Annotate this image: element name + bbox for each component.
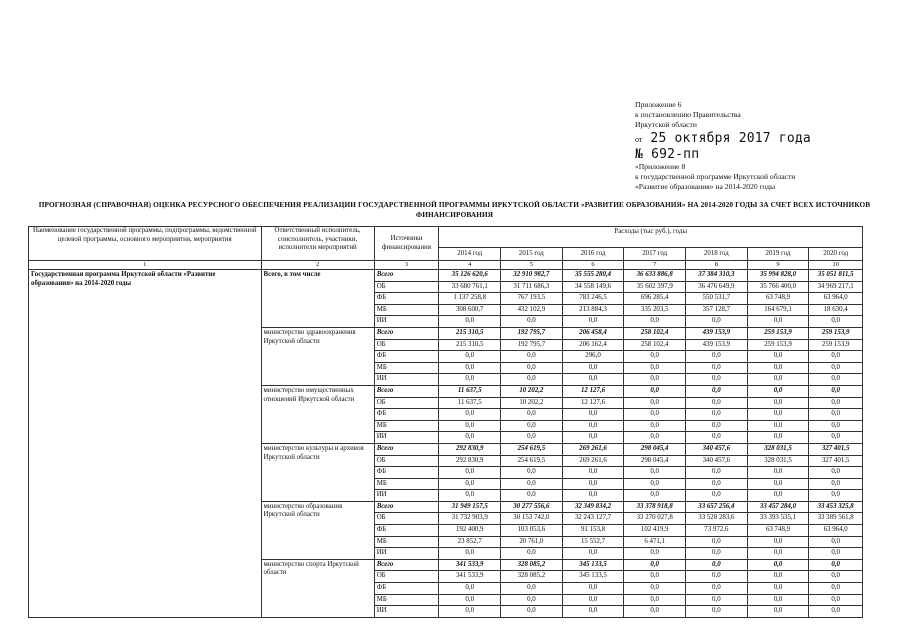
amount-cell: 11 637,5 xyxy=(439,385,501,397)
amount-cell: 254 619,5 xyxy=(501,455,563,467)
source-cell: ОБ xyxy=(374,281,439,293)
header-executor: Ответственный исполнитель, соисполнитель, участники, исполнители мероприятий xyxy=(261,227,374,261)
table-row xyxy=(29,270,863,282)
amount-cell: 0,0 xyxy=(562,583,624,595)
amount-cell: 0,0 xyxy=(747,583,809,595)
amount-cell: 0,0 xyxy=(686,316,748,328)
header-year: 2019 год xyxy=(747,248,809,261)
header-expenses: Расходы (тыс руб.), годы xyxy=(439,227,863,248)
amount-cell: 35 555 280,4 xyxy=(562,270,624,282)
executor-cell: министерство спорта Иркутской области xyxy=(261,559,374,617)
amount-cell: 0,0 xyxy=(747,571,809,583)
amount-cell: 33 657 256,4 xyxy=(686,501,748,513)
amount-cell: 0,0 xyxy=(501,583,563,595)
amount-cell: 0,0 xyxy=(562,316,624,328)
amount-cell: 34 969 217,1 xyxy=(809,281,863,293)
amount-cell: 328 085,2 xyxy=(501,571,563,583)
amount-cell: 0,0 xyxy=(562,548,624,560)
executor-cell: министерство культуры и архивов Иркутской области xyxy=(261,443,374,501)
column-number: 10 xyxy=(809,261,863,270)
column-number: 4 xyxy=(439,261,501,270)
amount-cell: 35 766 400,0 xyxy=(747,281,809,293)
amount-cell: 0,0 xyxy=(747,362,809,374)
amount-cell: 269 261,6 xyxy=(562,455,624,467)
amount-cell: 0,0 xyxy=(747,478,809,490)
amount-cell: 0,0 xyxy=(439,467,501,479)
amount-cell: 31 732 903,9 xyxy=(439,513,501,525)
amount-cell: 206 458,4 xyxy=(562,327,624,339)
source-cell: ИИ xyxy=(374,490,439,502)
amount-cell: 35 126 620,6 xyxy=(439,270,501,282)
amount-cell: 0,0 xyxy=(686,385,748,397)
amount-cell: 0,0 xyxy=(501,409,563,421)
amount-cell: 0,0 xyxy=(439,316,501,328)
amount-cell: 345 133,5 xyxy=(562,571,624,583)
resource-table xyxy=(28,226,863,618)
source-cell: ФБ xyxy=(374,293,439,305)
amount-cell: 63 964,0 xyxy=(809,525,863,537)
amount-cell: 103 053,6 xyxy=(501,525,563,537)
amount-cell: 292 830,9 xyxy=(439,443,501,455)
resolution-number xyxy=(635,147,885,162)
amount-cell: 0,0 xyxy=(439,548,501,560)
amount-cell: 35 994 828,0 xyxy=(747,270,809,282)
source-cell: ОБ xyxy=(374,455,439,467)
amount-cell: 327 401,5 xyxy=(809,455,863,467)
appendix-line: «Развитие образования» на 2014-2020 годы xyxy=(635,182,776,192)
header-year: 2014 год xyxy=(439,248,501,261)
amount-cell: 0,0 xyxy=(809,432,863,444)
amount-cell: 36 633 886,8 xyxy=(624,270,686,282)
amount-cell: 0,0 xyxy=(501,467,563,479)
date-value: 25 октября 2017 года xyxy=(650,130,811,146)
amount-cell: 0,0 xyxy=(809,385,863,397)
amount-cell: 215 310,5 xyxy=(439,327,501,339)
appendix-block xyxy=(635,100,885,192)
amount-cell: 33 528 283,6 xyxy=(686,513,748,525)
amount-cell: 308 600,7 xyxy=(439,304,501,316)
amount-cell: 20 761,0 xyxy=(501,536,563,548)
amount-cell: 0,0 xyxy=(562,432,624,444)
amount-cell: 439 153,9 xyxy=(686,327,748,339)
amount-cell: 0,0 xyxy=(809,490,863,502)
amount-cell: 0,0 xyxy=(439,374,501,386)
amount-cell: 0,0 xyxy=(686,409,748,421)
program-name-cell: Государственная программа Иркутской области «Развитие образования» на 2014-2020 годы xyxy=(29,270,262,618)
amount-cell: 30 277 556,6 xyxy=(501,501,563,513)
amount-cell: 0,0 xyxy=(686,478,748,490)
amount-cell: 0,0 xyxy=(624,571,686,583)
amount-cell: 31 949 157,5 xyxy=(439,501,501,513)
amount-cell: 0,0 xyxy=(686,594,748,606)
amount-cell: 0,0 xyxy=(686,490,748,502)
amount-cell: 0,0 xyxy=(562,420,624,432)
amount-cell: 33 453 325,8 xyxy=(809,501,863,513)
amount-cell: 33 270 027,8 xyxy=(624,513,686,525)
amount-cell: 0,0 xyxy=(439,606,501,618)
amount-cell: 0,0 xyxy=(624,478,686,490)
column-number: 3 xyxy=(374,261,439,270)
amount-cell: 767 193,5 xyxy=(501,293,563,305)
source-cell: Всего xyxy=(374,270,439,282)
amount-cell: 0,0 xyxy=(624,490,686,502)
number-prefix: № xyxy=(635,146,644,162)
amount-cell: 0,0 xyxy=(747,420,809,432)
amount-cell: 341 533,9 xyxy=(439,571,501,583)
source-cell: Всего xyxy=(374,327,439,339)
appendix-line: Иркутской области xyxy=(635,120,697,130)
amount-cell: 298 045,4 xyxy=(624,455,686,467)
appendix-line: Приложение 6 xyxy=(635,100,682,109)
amount-cell: 33 680 761,1 xyxy=(439,281,501,293)
amount-cell: 259 153,9 xyxy=(809,327,863,339)
amount-cell: 63 748,9 xyxy=(747,293,809,305)
amount-cell: 192 795,7 xyxy=(501,339,563,351)
amount-cell: 0,0 xyxy=(747,536,809,548)
amount-cell: 0,0 xyxy=(624,409,686,421)
amount-cell: 12 127,6 xyxy=(562,397,624,409)
date-prefix: от xyxy=(635,134,643,144)
amount-cell: 0,0 xyxy=(747,490,809,502)
amount-cell: 0,0 xyxy=(624,432,686,444)
amount-cell: 0,0 xyxy=(624,420,686,432)
source-cell: МБ xyxy=(374,478,439,490)
amount-cell: 0,0 xyxy=(809,536,863,548)
amount-cell: 0,0 xyxy=(686,420,748,432)
amount-cell: 0,0 xyxy=(501,362,563,374)
amount-cell: 0,0 xyxy=(562,490,624,502)
amount-cell: 192 795,7 xyxy=(501,327,563,339)
amount-cell: 1 137 258,8 xyxy=(439,293,501,305)
column-number: 1 xyxy=(29,261,262,270)
amount-cell: 0,0 xyxy=(501,478,563,490)
amount-cell: 30 153 742,0 xyxy=(501,513,563,525)
document-title: ПРОГНОЗНАЯ (СПРАВОЧНАЯ) ОЦЕНКА РЕСУРСНОГО ОБЕСПЕЧЕНИЯ РЕАЛИЗАЦИИ ГОСУДАРСТВЕННОЙ ПРОГРАММЫ ИРКУТСКОЙ ОБЛАСТИ «РАЗВИТИЕ ОБРАЗОВАНИЯ» НА 2014-2020 ГОДЫ ЗА СЧЕТ ВСЕХ ИСТОЧНИКОВ ФИНАНСИРОВАНИЯ xyxy=(38,200,871,219)
amount-cell: 0,0 xyxy=(624,385,686,397)
amount-cell: 15 552,7 xyxy=(562,536,624,548)
amount-cell: 0,0 xyxy=(624,559,686,571)
amount-cell: 0,0 xyxy=(624,316,686,328)
amount-cell: 0,0 xyxy=(439,362,501,374)
amount-cell: 0,0 xyxy=(686,432,748,444)
amount-cell: 259 153,9 xyxy=(809,339,863,351)
amount-cell: 0,0 xyxy=(809,583,863,595)
amount-cell: 0,0 xyxy=(747,559,809,571)
amount-cell: 0,0 xyxy=(747,467,809,479)
amount-cell: 0,0 xyxy=(809,571,863,583)
amount-cell: 34 558 149,6 xyxy=(562,281,624,293)
amount-cell: 0,0 xyxy=(686,467,748,479)
column-number: 6 xyxy=(562,261,624,270)
amount-cell: 0,0 xyxy=(562,374,624,386)
amount-cell: 11 637,5 xyxy=(439,397,501,409)
amount-cell: 35 602 397,9 xyxy=(624,281,686,293)
amount-cell: 0,0 xyxy=(809,397,863,409)
column-number: 8 xyxy=(686,261,748,270)
source-cell: МБ xyxy=(374,304,439,316)
amount-cell: 0,0 xyxy=(439,478,501,490)
column-number: 5 xyxy=(501,261,563,270)
source-cell: ФБ xyxy=(374,467,439,479)
source-cell: ФБ xyxy=(374,351,439,363)
amount-cell: 269 261,6 xyxy=(562,443,624,455)
amount-cell: 23 852,7 xyxy=(439,536,501,548)
amount-cell: 0,0 xyxy=(747,397,809,409)
source-cell: ОБ xyxy=(374,397,439,409)
amount-cell: 327 401,5 xyxy=(809,443,863,455)
source-cell: ИИ xyxy=(374,432,439,444)
amount-cell: 0,0 xyxy=(809,559,863,571)
amount-cell: 0,0 xyxy=(686,571,748,583)
source-cell: ОБ xyxy=(374,339,439,351)
executor-cell: министерство имущественных отношений Иркутской области xyxy=(261,385,374,443)
amount-cell: 0,0 xyxy=(624,397,686,409)
amount-cell: 0,0 xyxy=(624,374,686,386)
amount-cell: 0,0 xyxy=(562,478,624,490)
header-year: 2017 год xyxy=(624,248,686,261)
amount-cell: 0,0 xyxy=(501,548,563,560)
amount-cell: 6 471,1 xyxy=(624,536,686,548)
amount-cell: 0,0 xyxy=(747,606,809,618)
amount-cell: 0,0 xyxy=(562,467,624,479)
amount-cell: 0,0 xyxy=(809,362,863,374)
amount-cell: 0,0 xyxy=(501,490,563,502)
amount-cell: 0,0 xyxy=(686,374,748,386)
amount-cell: 33 393 535,1 xyxy=(747,513,809,525)
amount-cell: 0,0 xyxy=(809,409,863,421)
amount-cell: 432 102,9 xyxy=(501,304,563,316)
amount-cell: 340 457,6 xyxy=(686,455,748,467)
amount-cell: 0,0 xyxy=(686,397,748,409)
amount-cell: 0,0 xyxy=(747,385,809,397)
amount-cell: 0,0 xyxy=(747,316,809,328)
appendix-line: «Приложение 8 xyxy=(635,161,686,171)
source-cell: Всего xyxy=(374,559,439,571)
amount-cell: 0,0 xyxy=(439,490,501,502)
amount-cell: 0,0 xyxy=(439,594,501,606)
amount-cell: 0,0 xyxy=(809,467,863,479)
amount-cell: 91 153,8 xyxy=(562,525,624,537)
amount-cell: 31 711 686,3 xyxy=(501,281,563,293)
amount-cell: 340 457,6 xyxy=(686,443,748,455)
amount-cell: 345 133,5 xyxy=(562,559,624,571)
header-year: 2018 год xyxy=(686,248,748,261)
amount-cell: 328 085,2 xyxy=(501,559,563,571)
amount-cell: 0,0 xyxy=(501,594,563,606)
source-cell: ИИ xyxy=(374,548,439,560)
amount-cell: 0,0 xyxy=(439,351,501,363)
amount-cell: 357 128,7 xyxy=(686,304,748,316)
amount-cell: 258 102,4 xyxy=(624,339,686,351)
amount-cell: 0,0 xyxy=(624,548,686,560)
amount-cell: 0,0 xyxy=(562,409,624,421)
amount-cell: 12 127,6 xyxy=(562,385,624,397)
amount-cell: 213 884,3 xyxy=(562,304,624,316)
amount-cell: 102 419,9 xyxy=(624,525,686,537)
amount-cell: 0,0 xyxy=(562,594,624,606)
source-cell: Всего xyxy=(374,443,439,455)
amount-cell: 33 457 284,0 xyxy=(747,501,809,513)
amount-cell: 36 476 649,9 xyxy=(686,281,748,293)
amount-cell: 18 630,4 xyxy=(809,304,863,316)
amount-cell: 0,0 xyxy=(624,351,686,363)
amount-cell: 259 153,9 xyxy=(747,339,809,351)
source-cell: Всего xyxy=(374,501,439,513)
amount-cell: 0,0 xyxy=(747,548,809,560)
amount-cell: 328 031,5 xyxy=(747,443,809,455)
amount-cell: 164 679,1 xyxy=(747,304,809,316)
column-numbers-row xyxy=(29,261,863,270)
source-cell: ОБ xyxy=(374,513,439,525)
header-year: 2015 год xyxy=(501,248,563,261)
amount-cell: 0,0 xyxy=(439,409,501,421)
amount-cell: 296,0 xyxy=(562,351,624,363)
amount-cell: 328 031,5 xyxy=(747,455,809,467)
amount-cell: 0,0 xyxy=(809,351,863,363)
amount-cell: 215 310,5 xyxy=(439,339,501,351)
amount-cell: 73 972,6 xyxy=(686,525,748,537)
amount-cell: 0,0 xyxy=(809,478,863,490)
source-cell: ФБ xyxy=(374,583,439,595)
amount-cell: 0,0 xyxy=(686,362,748,374)
header-year: 2016 год xyxy=(562,248,624,261)
amount-cell: 259 153,9 xyxy=(747,327,809,339)
source-cell: МБ xyxy=(374,420,439,432)
amount-cell: 0,0 xyxy=(624,467,686,479)
amount-cell: 10 202,2 xyxy=(501,385,563,397)
amount-cell: 258 102,4 xyxy=(624,327,686,339)
amount-cell: 0,0 xyxy=(809,374,863,386)
amount-cell: 0,0 xyxy=(747,374,809,386)
amount-cell: 192 400,9 xyxy=(439,525,501,537)
appendix-line: к государственной программе Иркутской области xyxy=(635,171,796,181)
amount-cell: 0,0 xyxy=(439,432,501,444)
amount-cell: 206 162,4 xyxy=(562,339,624,351)
executor-cell: Всего, в том числе xyxy=(261,270,374,328)
header-source: Источники финансирования xyxy=(374,227,439,261)
column-number: 2 xyxy=(261,261,374,270)
amount-cell: 0,0 xyxy=(747,432,809,444)
amount-cell: 550 531,7 xyxy=(686,293,748,305)
amount-cell: 0,0 xyxy=(686,583,748,595)
source-cell: Всего xyxy=(374,385,439,397)
amount-cell: 0,0 xyxy=(747,409,809,421)
amount-cell: 32 349 834,2 xyxy=(562,501,624,513)
amount-cell: 298 045,4 xyxy=(624,443,686,455)
amount-cell: 292 830,9 xyxy=(439,455,501,467)
amount-cell: 0,0 xyxy=(686,351,748,363)
amount-cell: 0,0 xyxy=(439,583,501,595)
amount-cell: 32 243 127,7 xyxy=(562,513,624,525)
executor-cell: министерство здравоохранения Иркутской области xyxy=(261,327,374,385)
amount-cell: 341 533,9 xyxy=(439,559,501,571)
resolution-date xyxy=(635,131,885,147)
amount-cell: 0,0 xyxy=(809,594,863,606)
amount-cell: 0,0 xyxy=(501,606,563,618)
amount-cell: 0,0 xyxy=(747,594,809,606)
amount-cell: 0,0 xyxy=(809,316,863,328)
amount-cell: 0,0 xyxy=(686,559,748,571)
amount-cell: 0,0 xyxy=(624,583,686,595)
amount-cell: 335 203,5 xyxy=(624,304,686,316)
source-cell: ОБ xyxy=(374,571,439,583)
amount-cell: 37 384 310,3 xyxy=(686,270,748,282)
amount-cell: 783 246,5 xyxy=(562,293,624,305)
amount-cell: 439 153,9 xyxy=(686,339,748,351)
amount-cell: 696 285,4 xyxy=(624,293,686,305)
amount-cell: 254 619,5 xyxy=(501,443,563,455)
amount-cell: 0,0 xyxy=(501,432,563,444)
amount-cell: 0,0 xyxy=(501,420,563,432)
amount-cell: 0,0 xyxy=(809,420,863,432)
amount-cell: 0,0 xyxy=(686,548,748,560)
amount-cell: 0,0 xyxy=(624,594,686,606)
appendix-line: к постановлению Правительства xyxy=(635,110,741,120)
executor-cell: министерство образования Иркутской области xyxy=(261,501,374,559)
amount-cell: 35 051 811,5 xyxy=(809,270,863,282)
amount-cell: 32 910 982,7 xyxy=(501,270,563,282)
number-value: 692-пп xyxy=(651,146,700,162)
amount-cell: 0,0 xyxy=(562,362,624,374)
amount-cell: 33 378 918,8 xyxy=(624,501,686,513)
amount-cell: 10 202,2 xyxy=(501,397,563,409)
column-number: 7 xyxy=(624,261,686,270)
source-cell: МБ xyxy=(374,362,439,374)
source-cell: ФБ xyxy=(374,409,439,421)
amount-cell: 63 748,9 xyxy=(747,525,809,537)
amount-cell: 0,0 xyxy=(686,536,748,548)
amount-cell: 0,0 xyxy=(809,548,863,560)
amount-cell: 0,0 xyxy=(809,606,863,618)
amount-cell: 63 964,0 xyxy=(809,293,863,305)
source-cell: МБ xyxy=(374,594,439,606)
amount-cell: 0,0 xyxy=(686,606,748,618)
amount-cell: 0,0 xyxy=(501,374,563,386)
source-cell: ИИ xyxy=(374,316,439,328)
amount-cell: 0,0 xyxy=(747,351,809,363)
header-program: Наименование государственной программы, подпрограммы, ведомственной целевой программы, основного мероприятия, мероприятия xyxy=(29,227,262,261)
amount-cell: 0,0 xyxy=(501,351,563,363)
source-cell: МБ xyxy=(374,536,439,548)
header-row xyxy=(29,227,863,248)
header-year: 2020 год xyxy=(809,248,863,261)
amount-cell: 0,0 xyxy=(562,606,624,618)
amount-cell: 33 389 561,8 xyxy=(809,513,863,525)
source-cell: ИИ xyxy=(374,606,439,618)
amount-cell: 0,0 xyxy=(439,420,501,432)
amount-cell: 0,0 xyxy=(624,606,686,618)
column-number: 9 xyxy=(747,261,809,270)
amount-cell: 0,0 xyxy=(624,362,686,374)
amount-cell: 0,0 xyxy=(501,316,563,328)
source-cell: ИИ xyxy=(374,374,439,386)
source-cell: ФБ xyxy=(374,525,439,537)
